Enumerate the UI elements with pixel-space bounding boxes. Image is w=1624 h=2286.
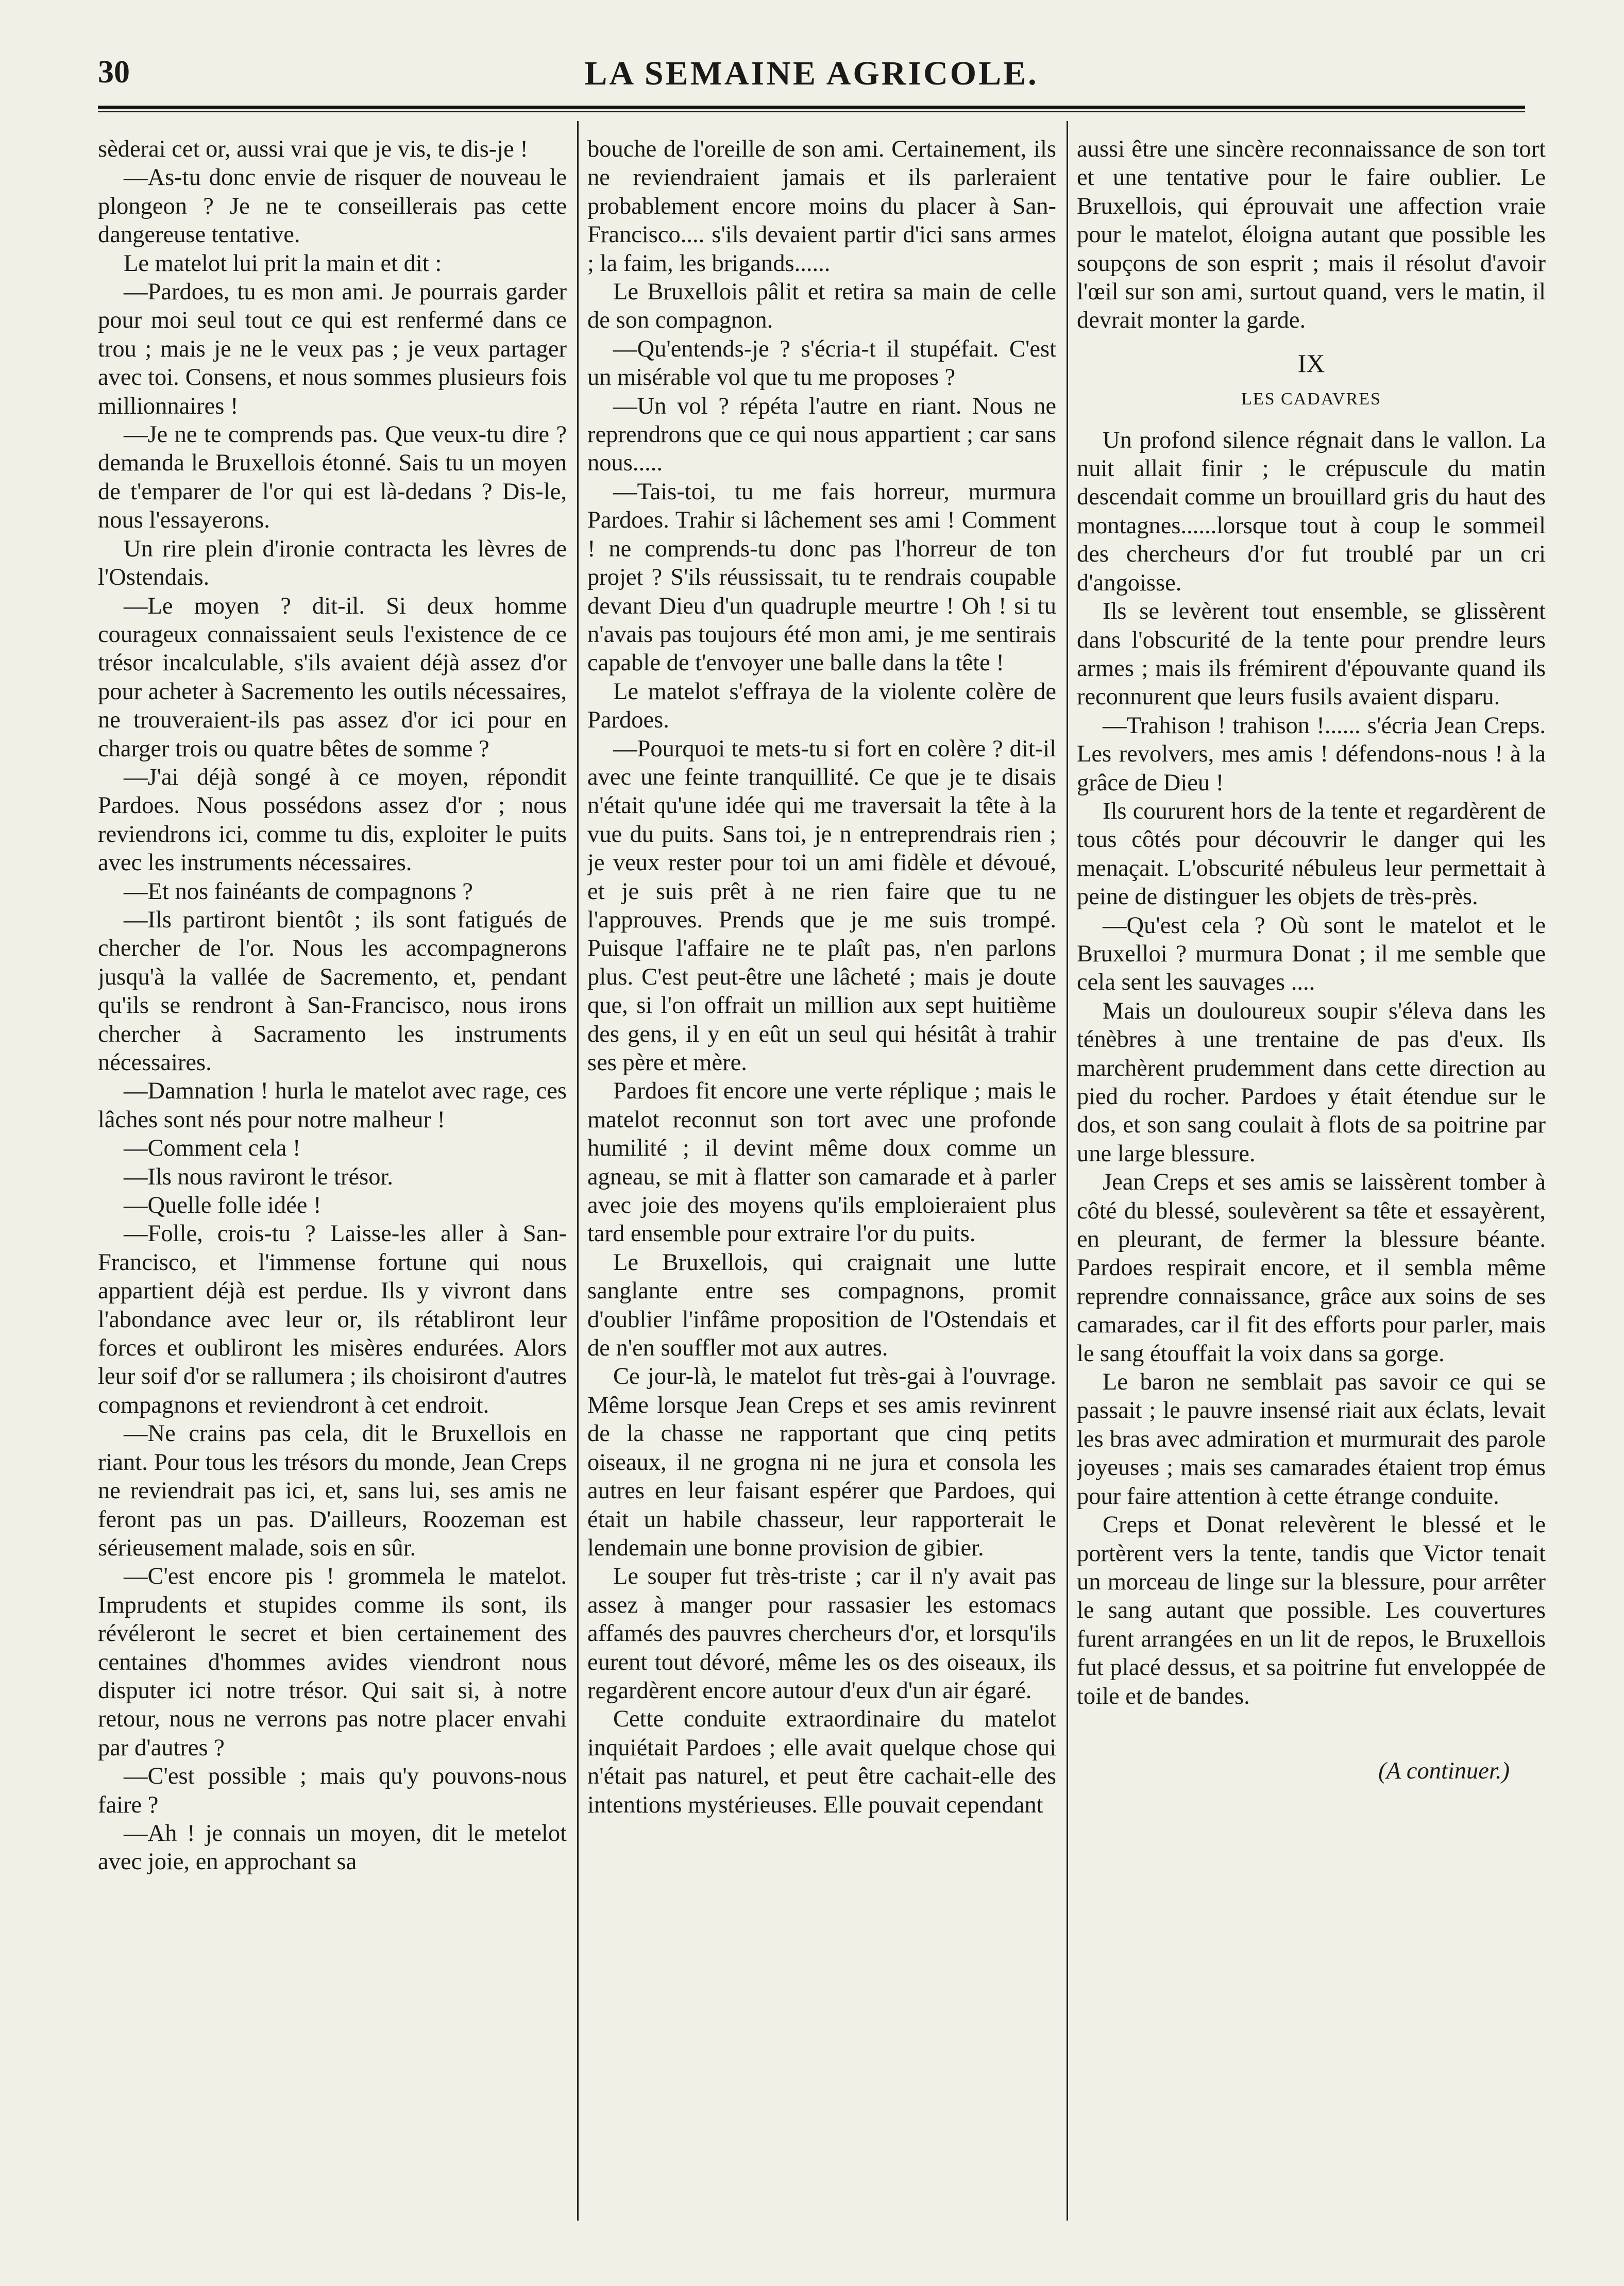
paragraph: Un rire plein d'ironie contracta les lèvres de l'Ostendais. xyxy=(98,535,567,591)
paragraph: bouche de l'oreille de son ami. Certainement, ils ne reviendraient jamais et ils parleraient probablement encore moins du placer à San-Francisco.... s'ils devaient partir d'ici sans armes ; la faim, les brigands...... xyxy=(587,136,1056,277)
paragraph: Cette conduite extraordinaire du matelot inquiétait Pardoes ; elle avait quelque chose qui n'était pas naturel, et peut être cachait-elle des intentions mystérieuses. Elle pouvait cependant xyxy=(587,1706,1056,1818)
paragraph: Le baron ne semblait pas savoir ce qui se passait ; le pauvre insensé riait aux éclats, levait les bras avec admiration et murmurait des parole joyeuses ; mais ses camarades étaient trop émus pour faire attention à cette étrange conduite. xyxy=(1077,1369,1546,1510)
paragraph: —Le moyen ? dit-il. Si deux homme courageux connaissaient seuls l'existence de ce trésor incalculable, s'ils avaient déjà assez d'or pour acheter à Sacremento les outils nécessaires, ne trouveraient-ils pas assez d'or ici pour en charger trois ou quatre bêtes de somme ? xyxy=(98,592,567,762)
page-header xyxy=(98,54,1525,106)
text-column-3 xyxy=(1077,135,1546,2216)
header-rule xyxy=(98,106,1525,109)
page-number: 30 xyxy=(98,55,130,90)
paragraph: —Ne crains pas cela, dit le Bruxellois en riant. Pour tous les trésors du monde, Jean Creps ne reviendrait pas ici, et, sans lui, ses amis ne feront pas un pas. D'ailleurs, Roozeman est sérieusement malade, sois en sûr. xyxy=(98,1420,567,1561)
paragraph: —Un vol ? répéta l'autre en riant. Nous ne reprendrons que ce qui nous appartient ; car sans nous..... xyxy=(587,393,1056,477)
paragraph: —As-tu donc envie de risquer de nouveau le plongeon ? Je ne te conseillerais pas cette dangereuse tentative. xyxy=(98,164,567,248)
chapter-title: LES CADAVRES xyxy=(1241,390,1381,409)
paragraph: —Pardoes, tu es mon ami. Je pourrais garder pour moi seul tout ce qui est renfermé dans ce trou ; mais je ne le veux pas ; je veux partager avec toi. Consens, et nous sommes plusieurs fois millionnaires ! xyxy=(98,279,567,419)
paragraph: Ils coururent hors de la tente et regardèrent de tous côtés pour découvrir le danger qui les menaçait. L'obscurité nébuleus leur permettait à peine de distinguer les objets de très-près. xyxy=(1077,798,1546,910)
paragraph: —Comment cela ! xyxy=(124,1135,301,1162)
paragraph: —Pourquoi te mets-tu si fort en colère ? dit-il avec une feinte tranquillité. Ce que je te disais n'était qu'une idée qui me traversait la tête à la vue du puits. Sans toi, je n entreprendrais rien ; je veux rester pour toi un ami fidèle et dévoué, et je suis prêt à ne rien faire que tu ne l'approuves. Prends que je me suis trompé. Puisque l'affaire ne te plaît pas, n'en parlons plus. C'est peut-être une lâcheté ; mais je doute que, si l'on offrait un million aux sept huitième des gens, il y en eût un seul qui hésitât à trahir ses père et mère. xyxy=(587,735,1056,1076)
paragraph: —Ah ! je connais un moyen, dit le metelot avec joie, en approchant sa xyxy=(98,1820,567,1875)
paragraph: —Qu'est cela ? Où sont le matelot et le Bruxelloi ? murmura Donat ; il me semble que cela sent les sauvages .... xyxy=(1077,912,1546,996)
paragraph: sèderai cet or, aussi vrai que je vis, te dis-je ! xyxy=(98,136,528,162)
paragraph: —Tais-toi, tu me fais horreur, murmura Pardoes. Trahir si lâchement ses ami ! Comment ! ne comprends-tu donc pas l'horreur de ton projet ? S'ils réussissait, tu te rendrais coupable devant Dieu d'un quadruple meurtre ! Oh ! si tu n'avais pas toujours été mon ami, je me sentirais capable de t'envoyer une balle dans la tête ! xyxy=(587,478,1056,676)
paragraph: —Trahison ! trahison !...... s'écria Jean Creps. Les revolvers, mes amis ! défendons-nous ! à la grâce de Dieu ! xyxy=(1077,712,1546,796)
paragraph: Pardoes fit encore une verte réplique ; mais le matelot reconnut son tort avec une profonde humilité ; il devint même doux comme un agneau, se mit à flatter son camarade et à parler avec joie des moyens qu'ils emploieraient plus tard ensemble pour extraire l'or du puits. xyxy=(587,1078,1056,1247)
paragraph: Jean Creps et ses amis se laissèrent tomber à côté du blessé, soulevèrent sa tête et essayèrent, en pleurant, de fermer la blessure béante. Pardoes respirait encore, et il sembla même reprendre connaissance, grâce aux soins de ses camarades, car il fit des efforts pour parler, mais le sang étouffait la voix dans sa gorge. xyxy=(1077,1169,1546,1367)
to-be-continued-note: (A continuer.) xyxy=(1378,1757,1510,1784)
paragraph: —Ils nous raviront le trésor. xyxy=(124,1163,394,1190)
column-divider xyxy=(1067,121,1068,2221)
chapter-number: IX xyxy=(1297,348,1325,378)
journal-title: LA SEMAINE AGRICOLE. xyxy=(584,55,1039,92)
paragraph: Le matelot s'effraya de la violente colère de Pardoes. xyxy=(587,678,1056,734)
paragraph: Ils se levèrent tout ensemble, se glissèrent dans l'obscurité de la tente pour prendre leurs armes ; mais ils frémirent d'épouvante quand ils reconnurent que leurs fusils avaient disparu. xyxy=(1077,598,1546,710)
text-column-2 xyxy=(587,135,1056,2216)
paragraph: aussi être une sincère reconnaissance de son tort et une tentative pour le faire oublier. Le Bruxellois, qui éprouvait une affection vraie pour le matelot, éloigna autant que possible les soupçons de son esprit ; mais il résolut d'avoir l'œil sur son ami, surtout quand, vers le matin, il devrait monter la garde. xyxy=(1077,136,1546,334)
paragraph: —Folle, crois-tu ? Laisse-les aller à San-Francisco, et l'immense fortune qui nous appartient déjà est perdue. Ils y vivront dans l'abondance avec leur or, ils rétabliront leur forces et oubliront les misères endurées. Alors leur soif d'or se rallumera ; ils choisiront d'autres compagnons et reviendront à cet endroit. xyxy=(98,1221,567,1418)
paragraph: Le souper fut très-triste ; car il n'y avait pas assez à manger pour rassasier les estomacs affamés des pauvres chercheurs d'or, et lorsqu'ils eurent tout dévoré, même les os des oiseaux, ils regardèrent encore autour d'eux d'un air égaré. xyxy=(587,1563,1056,1704)
paragraph: —Ils partiront bientôt ; ils sont fatigués de chercher de l'or. Nous les accompagnerons jusqu'à la vallée de Sacremento, et, pendant qu'ils se rendront à San-Francisco, nous irons chercher à Sacramento les instruments nécessaires. xyxy=(98,906,567,1076)
paragraph: —Damnation ! hurla le matelot avec rage, ces lâches sont nés pour notre malheur ! xyxy=(98,1078,567,1133)
paragraph: —Qu'entends-je ? s'écria-t il stupéfait. C'est un misérable vol que tu me proposes ? xyxy=(587,335,1056,391)
paragraph: —J'ai déjà songé à ce moyen, répondit Pardoes. Nous possédons assez d'or ; nous reviendrons ici, comme tu dis, exploiter le puits avec les instruments nécessaires. xyxy=(98,764,567,876)
header-rule-thin xyxy=(98,111,1525,112)
paragraph: Mais un douloureux soupir s'éleva dans les ténèbres à une trentaine de pas d'eux. Ils marchèrent prudemment dans cette direction au pied du rocher. Pardoes y était étendue sur le dos, et son sang coulait à flots de sa poitrine par une large blessure. xyxy=(1077,997,1546,1167)
paragraph: —Et nos fainéants de compagnons ? xyxy=(124,878,473,905)
text-column-1 xyxy=(98,135,567,2216)
paragraph: —C'est possible ; mais qu'y pouvons-nous faire ? xyxy=(98,1763,567,1818)
paragraph: Creps et Donat relevèrent le blessé et le portèrent vers la tente, tandis que Victor tenait un morceau de linge sur la blessure, pour arrêter le sang autant que possible. Les couvertures furent arrangées en un lit de repos, le Bruxellois fut placé dessus, et sa poitrine fut enveloppée de toile et de bandes. xyxy=(1077,1512,1546,1709)
paragraph: —C'est encore pis ! grommela le matelot. Imprudents et stupides comme ils sont, ils révéleront le secret et bien certainement des centaines d'hommes avides viendront nous disputer ici notre trésor. Qui sait si, à notre retour, nous ne verrons pas notre placer envahi par d'autres ? xyxy=(98,1563,567,1761)
paragraph: —Quelle folle idée ! xyxy=(124,1192,322,1219)
column-divider xyxy=(577,121,579,2221)
paragraph: Ce jour-là, le matelot fut très-gai à l'ouvrage. Même lorsque Jean Creps et ses amis revinrent de la chasse ne rapportant que cinq petits oiseaux, il ne grogna ni ne jura et consola les autres en leur faisant espérer que Pardoes, qui était un habile chasseur, leur rapporterait le lendemain une bonne provision de gibier. xyxy=(587,1363,1056,1561)
paragraph: Le matelot lui prit la main et dit : xyxy=(124,250,442,277)
paragraph: Le Bruxellois pâlit et retira sa main de celle de son compagnon. xyxy=(587,279,1056,334)
paragraph: Un profond silence régnait dans le vallon. La nuit allait finir ; le crépuscule du matin descendait comme un brouillard gris du haut des montagnes......lorsque tout à coup le sommeil des chercheurs d'or fut troublé par un cri d'angoisse. xyxy=(1077,427,1546,596)
paragraph: —Je ne te comprends pas. Que veux-tu dire ? demanda le Bruxellois étonné. Sais tu un moyen de t'emparer de l'or qui est là-dedans ? Dis-le, nous l'essayerons. xyxy=(98,421,567,534)
paragraph: Le Bruxellois, qui craignait une lutte sanglante entre ses compagnons, promit d'oublier l'infâme proposition de l'Ostendais et de n'en souffler mot aux autres. xyxy=(587,1249,1056,1362)
